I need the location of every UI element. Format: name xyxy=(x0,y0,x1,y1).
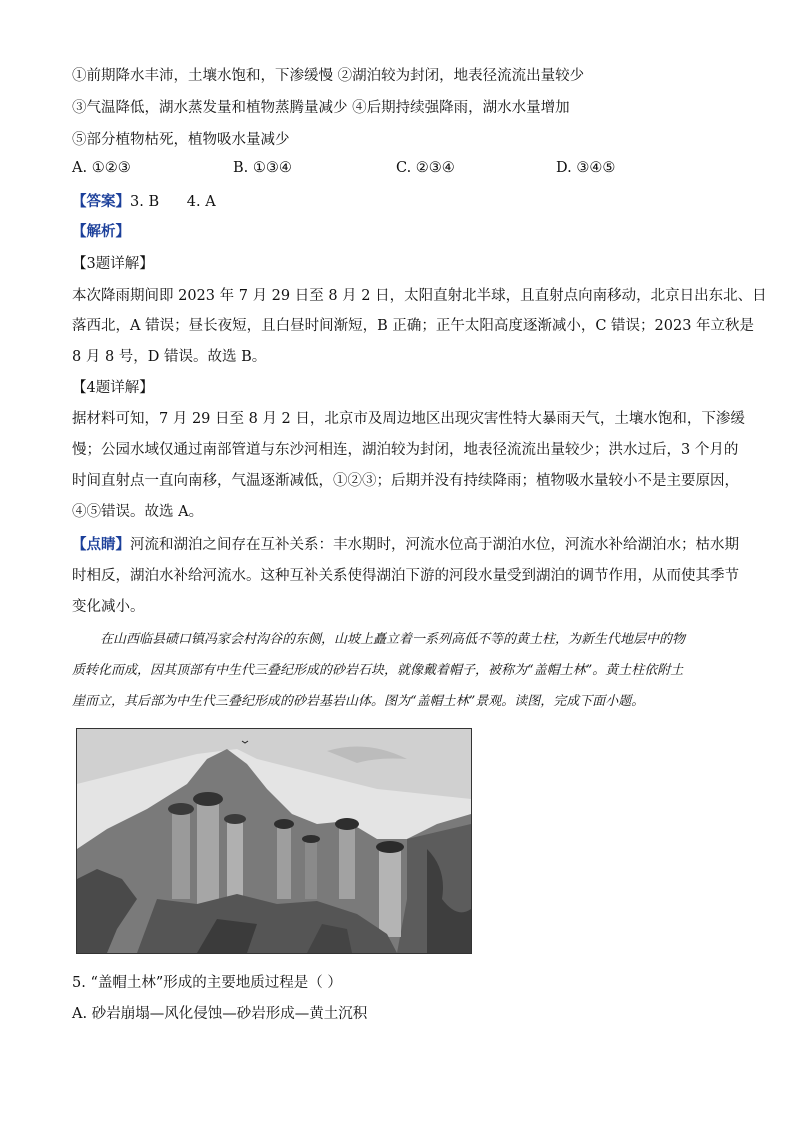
option-d: D. ③④⑤ xyxy=(556,160,616,176)
tip-paragraph-line: 时相反，湖泊水补给河流水。这种互补关系使得湖泊下游的河段水量受到湖泊的调节作用，从而使其季节 xyxy=(72,568,739,584)
tip-text: 河流和湖泊之间存在互补关系：丰水期时，河流水位高于湖泊水位，河流水补给湖泊水；枯水期 xyxy=(130,537,739,553)
option-statement-3-4: ③气温降低，湖水蒸发量和植物蒸腾量减少 ④后期持续强降雨，湖水水量增加 xyxy=(72,100,570,116)
option-b: B. ①③④ xyxy=(233,160,292,176)
q4-paragraph-line: ④⑤错误。故选 A。 xyxy=(72,504,204,520)
q3-paragraph-line: 落西北，A 错误；昼长夜短，且白昼时间渐短，B 正确；正午太阳高度逐渐减小，C 错误；2023 年立秋是 xyxy=(72,318,755,334)
question-5-stem: 5. “盖帽土林”形成的主要地质过程是（ ） xyxy=(72,975,342,991)
q4-paragraph-line: 时间直射点一直向南移，气温逐渐减低，①②③；后期并没有持续降雨；植物吸水量较小不是主要原因， xyxy=(72,473,739,489)
option-a: A. ①②③ xyxy=(72,160,131,176)
option-statement-5: ⑤部分植物枯死，植物吸水量减少 xyxy=(72,132,290,148)
q4-paragraph-line: 慢；公园水域仅通过南部管道与东沙河相连，湖泊较为封闭，地表径流流出量较少；洪水过后，3 个月的 xyxy=(72,442,739,458)
tip-paragraph-line: 变化减小。 xyxy=(72,599,145,615)
material-paragraph-line: 在山西临县碛口镇冯家会村沟谷的东侧，山坡上矗立着一系列高低不等的黄土柱，为新生代地层中的物 xyxy=(100,632,686,647)
answer-text: 3. B 4. A xyxy=(130,194,216,210)
hoodoo-landscape-photo xyxy=(76,728,472,954)
q3-paragraph-line: 本次降雨期间即 2023 年 7 月 29 日至 8 月 2 日，太阳直射北半球，且直射点向南移动，北京日出东北、日 xyxy=(72,288,767,304)
analysis-heading xyxy=(72,222,732,242)
q3-heading: 【3题详解】 xyxy=(72,256,154,272)
option-c: C. ②③④ xyxy=(396,160,455,176)
q3-paragraph-line: 8 月 8 号，D 错误。故选 B。 xyxy=(72,349,267,365)
analysis-label: 【解析】 xyxy=(72,223,130,240)
question-5-option-a: A. 砂岩崩塌—风化侵蚀—砂岩形成—黄土沉积 xyxy=(72,1006,368,1022)
tip-label: 【点睛】 xyxy=(72,536,130,553)
material-paragraph-line: 质转化而成，因其顶部有中生代三叠纪形成的砂岩石块，就像戴着帽子，被称为“盖帽土林”。黄土柱依附土 xyxy=(72,663,684,678)
q4-paragraph-line: 据材料可知，7 月 29 日至 8 月 2 日，北京市及周边地区出现灾害性特大暴雨天气，土壤水饱和，下渗缓 xyxy=(72,411,745,427)
tip-line xyxy=(72,535,739,555)
material-paragraph-line: 崖而立，其后部为中生代三叠纪形成的砂岩基岩山体。图为“盖帽土林”景观。读图，完成下面小题。 xyxy=(72,694,645,709)
answer-label: 【答案】 xyxy=(72,193,130,210)
q4-heading: 【4题详解】 xyxy=(72,380,154,396)
option-statement-1-2: ①前期降水丰沛，土壤水饱和，下渗缓慢 ②湖泊较为封闭，地表径流流出量较少 xyxy=(72,68,585,84)
answer-line xyxy=(72,192,732,212)
